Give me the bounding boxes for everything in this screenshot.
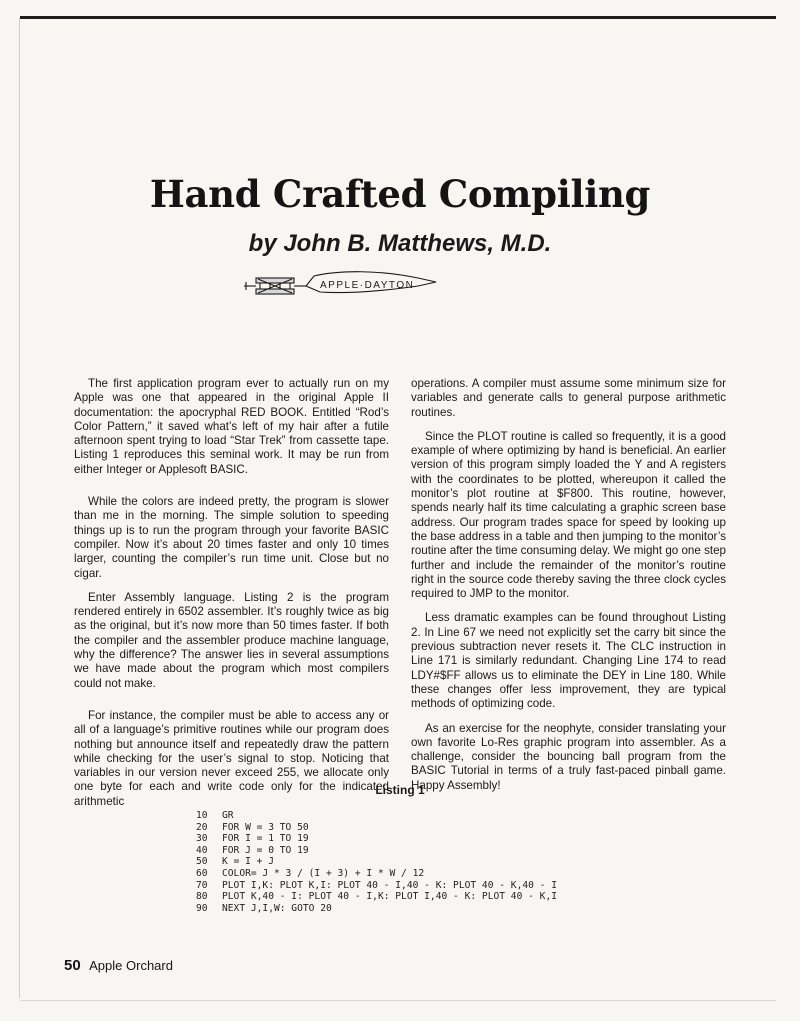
code-line [196, 891, 557, 903]
code-line [196, 856, 557, 868]
line-number: 30 [196, 833, 208, 845]
listing-title: Listing 1 [375, 783, 425, 797]
line-number: 90 [196, 902, 208, 914]
code-line [196, 880, 557, 892]
page-edge-bottom [20, 1000, 776, 1001]
line-number: 80 [196, 891, 208, 903]
column-right [411, 377, 726, 803]
code-line [196, 822, 557, 834]
line-number: 20 [196, 821, 208, 833]
line-number: 60 [196, 867, 208, 879]
page-number: 50 [64, 957, 81, 974]
top-rule [20, 16, 776, 19]
apple-dayton-logo [240, 268, 440, 302]
page-footer [64, 957, 173, 975]
line-number: 50 [196, 856, 208, 868]
code-line [196, 845, 557, 857]
paragraph: operations. A compiler must assume some minimum size for variables and generate calls to general purpose arithmetic routines. [411, 377, 726, 419]
line-code: PLOT K,40 - I: PLOT 40 - I,K: PLOT I,40 - K: PLOT 40 - K,I [222, 891, 558, 903]
line-code: FOR W = 3 TO 50 [222, 821, 309, 833]
code-line [196, 903, 557, 915]
article-title: Hand Crafted Compiling [149, 172, 651, 216]
line-code: K = I + J [222, 856, 274, 868]
line-code: GR [222, 810, 234, 821]
line-code: FOR I = 1 TO 19 [222, 833, 309, 845]
page-edge-left [19, 18, 20, 998]
magazine-name: Apple Orchard [89, 958, 173, 973]
paragraph: Less dramatic examples can be found throughout Listing 2. In Line 67 we need not explicitly set the carry bit since the previous subtraction never resets it. The CLC instruction in Line 171 is similarly redundant. Changing Line 174 to read LDY#$FF allows us to eliminate the DEY in Line 180. While these changes offer less improvement, they are typical methods of optimizing code. [411, 611, 726, 711]
line-number: 10 [196, 810, 208, 821]
line-code: NEXT J,I,W: GOTO 20 [222, 902, 332, 914]
line-number: 40 [196, 844, 208, 856]
code-line [196, 868, 557, 880]
line-code: PLOT I,K: PLOT K,I: PLOT 40 - I,40 - K: PLOT 40 - K,40 - I [222, 879, 558, 891]
paragraph: Since the PLOT routine is called so frequently, it is a good example of where optimizing by hand is beneficial. An earlier version of this program simply loaded the Y and A registers with the coordinates to be plotted, whereupon it called the monitor’s plot routine at $F800. This routine, however, spends nearly half its time calculating a graphic screen base address. Our program trades space for speed by looking up the base address in a table and then jumping to the monitor’s routine after the time consuming delay. We might go one step further and include the remainder of the monitor’s routine right in the source code thereby saving the three clock cycles required to JMP to the monitor. [411, 429, 726, 601]
paragraph: While the colors are indeed pretty, the program is slower than me in the morning. The simple solution to speeding things up is to run the program through your favorite BASIC compiler. Now it’s about 20 times faster and only 10 times larger, counting the compiler’s run time unit. Close but no cigar. [74, 495, 389, 580]
column-left [74, 377, 389, 819]
article-byline: by John B. Matthews, M.D. [248, 230, 552, 257]
paragraph: The first application program ever to actually run on my Apple was one that appeared in the original Apple II documentation: the apocryphal RED BOOK. Entitled “Rod’s Color Pattern,” it saved what’s left of my hair after a futile afternoon spent trying to load “Star Trek” from cassette tape. Listing 1 reproduces this seminal work. It may be run from either Integer or Applesoft BASIC. [74, 377, 389, 476]
paragraph: For instance, the compiler must be able to access any or all of a language’s primitive routines while our program does nothing but announce itself and repeatedly draw the pattern while checking for the user’s signal to stop. Noticing that variables in our version never exceed 255, we allocate only one byte for each and write code only for the indicated arithmetic [74, 708, 389, 808]
logo-text: APPLE·DAYTON [320, 280, 415, 291]
paragraph: Enter Assembly language. Listing 2 is the program rendered entirely in 6502 assembler. It’s roughly twice as big as the original, but it’s now more than 50 times faster. If both the compiler and the assembler produce machine language, why the difference? The answer lies in several assumptions we have made about the program which most compilers could not make. [74, 590, 389, 690]
paragraph: As an exercise for the neophyte, consider translating your own favorite Lo-Res graphic program into assembler. As a challenge, consider the bouncing ball program from the BASIC Tutorial in terms of a truly fast-paced pinball game. Happy Assembly! [411, 721, 726, 792]
code-line [196, 833, 557, 845]
code-listing [196, 810, 557, 914]
code-line [196, 810, 557, 822]
line-code: FOR J = 0 TO 19 [222, 844, 309, 856]
line-code: COLOR= J * 3 / (I + 3) + I * W / 12 [222, 867, 425, 879]
line-number: 70 [196, 879, 208, 891]
